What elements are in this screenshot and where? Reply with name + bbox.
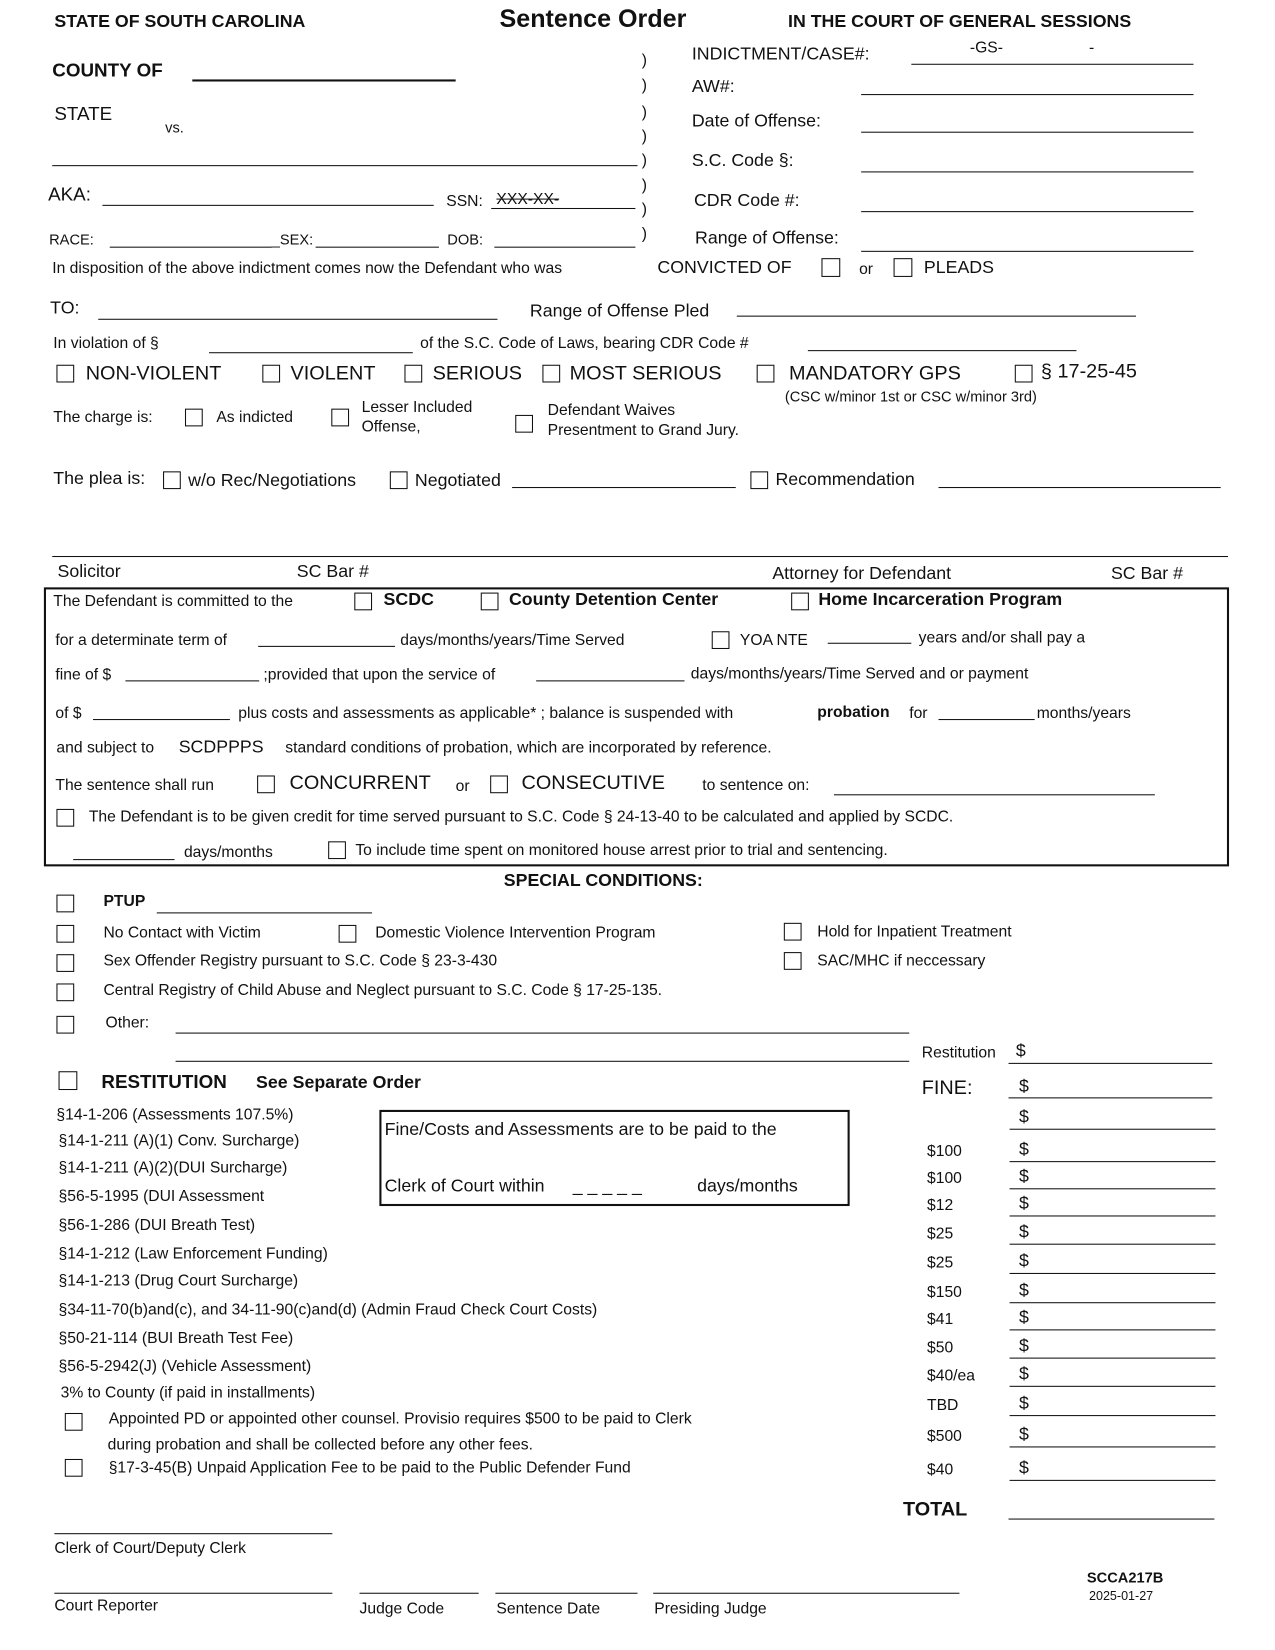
fee-label: §34-11-70(b)and(c), and 34-11-90(c)and(d) (Admin Fraud Check Court Costs) <box>58 1301 598 1319</box>
plea-label: The plea is: <box>53 468 146 489</box>
house-arrest-checkbox[interactable] <box>328 841 346 859</box>
paren: ) <box>641 127 647 146</box>
fine-label: fine of $ <box>55 665 112 684</box>
county-label: COUNTY OF <box>52 59 163 81</box>
aw-field[interactable] <box>861 94 1193 95</box>
fee-amount-field[interactable] <box>1010 1386 1216 1387</box>
scdc-checkbox[interactable] <box>354 593 372 611</box>
no-contact-checkbox[interactable] <box>56 925 74 943</box>
wo-rec-label: w/o Rec/Negotiations <box>188 470 357 491</box>
non-violent-label: NON-VIOLENT <box>85 362 222 385</box>
to-sentence-label: to sentence on: <box>702 776 810 795</box>
dollar-sign: $ <box>1018 1221 1029 1242</box>
indictment-dash: - <box>1088 38 1095 57</box>
fee-amount-field[interactable] <box>1010 1446 1216 1447</box>
sex-field[interactable] <box>316 247 439 248</box>
ptup-label: PTUP <box>103 892 146 911</box>
range-of-offense-label: Range of Offense: <box>694 227 839 248</box>
negotiated-field[interactable] <box>512 487 736 488</box>
dob-field[interactable] <box>494 247 635 248</box>
fee-label: §56-1-286 (DUI Breath Test) <box>58 1216 256 1235</box>
appointed-pd-checkbox[interactable] <box>65 1413 83 1431</box>
payment-terms-line1: Fine/Costs and Assessments are to be paid to the <box>384 1119 777 1140</box>
term-label: for a determinate term of <box>55 631 228 650</box>
for-label: for <box>909 704 928 723</box>
serious-checkbox[interactable] <box>404 365 422 383</box>
ssn-label: SSN: <box>446 192 483 211</box>
fee-amount-field[interactable] <box>1010 1244 1216 1245</box>
reporter-label: Court Reporter <box>54 1596 159 1615</box>
disposition-text: In disposition of the above indictment comes now the Defendant who was <box>52 259 563 277</box>
term-field[interactable] <box>258 646 395 647</box>
costs-label: plus costs and assessments as applicable* ; balance is suspended with <box>238 704 734 723</box>
fine-amount-field[interactable] <box>1009 1097 1213 1098</box>
aka-field[interactable] <box>102 205 433 206</box>
dollar-sign: $ <box>1018 1166 1029 1187</box>
dob-label: DOB: <box>447 230 484 248</box>
violation-label: In violation of § <box>53 334 159 353</box>
county-detention-label: County Detention Center <box>508 589 719 610</box>
dollar-sign: $ <box>1018 1193 1029 1214</box>
fee-label: Appointed PD or appointed other counsel. Provisio requires $500 to be paid to Clerk <box>108 1409 692 1428</box>
months-years-label: months/years <box>1036 704 1131 723</box>
code-of-laws-label: of the S.C. Code of Laws, bearing CDR Code # <box>420 334 749 353</box>
fee-amount-field[interactable] <box>1010 1415 1216 1416</box>
dollar-sign: $ <box>1018 1363 1029 1384</box>
concurrent-label: CONCURRENT <box>289 772 431 795</box>
or-label-2: or <box>455 777 470 796</box>
presiding-judge-signature-line[interactable] <box>653 1593 959 1594</box>
fee-amount: $40/ea <box>927 1366 975 1385</box>
application-fee-checkbox[interactable] <box>65 1459 83 1477</box>
negotiated-label: Negotiated <box>414 470 501 491</box>
credit-label: The Defendant is to be given credit for time served pursuant to S.C. Code § 24-13-40 to be calculated and applied by SCDC. <box>88 807 954 826</box>
provided-label: ;provided that upon the service of <box>263 665 496 684</box>
separate-order-label: See Separate Order <box>256 1072 421 1093</box>
aka-label: AKA: <box>48 183 91 205</box>
form-date: 2025-01-27 <box>1088 1588 1154 1604</box>
violent-label: VIOLENT <box>290 362 376 385</box>
waives-label-2: Presentment to Grand Jury. <box>547 421 740 439</box>
wo-rec-checkbox[interactable] <box>163 471 181 489</box>
state-label: STATE <box>54 103 113 125</box>
restitution-title: RESTITUTION <box>101 1071 227 1093</box>
dollar-sign: $ <box>1018 1076 1029 1097</box>
dvip-label: Domestic Violence Intervention Program <box>375 923 656 942</box>
fee-amount: $100 <box>927 1169 962 1188</box>
paren: ) <box>641 200 647 219</box>
pleads-checkbox[interactable] <box>894 258 913 277</box>
waives-label: Defendant Waives <box>547 401 676 420</box>
fee-label: §14-1-211 (A)(2)(DUI Surcharge) <box>58 1159 288 1177</box>
credit-days-field[interactable] <box>73 859 174 860</box>
statute-checkbox[interactable] <box>1015 365 1033 383</box>
payment-terms-line2: Clerk of Court within <box>384 1175 545 1196</box>
fee-label: §50-21-114 (BUI Breath Test Fee) <box>58 1329 294 1348</box>
date-of-offense-label: Date of Offense: <box>691 110 821 131</box>
pleads-label: PLEADS <box>923 257 994 277</box>
judge-code-label: Judge Code <box>359 1600 445 1618</box>
fee-amount: $40 <box>927 1461 954 1479</box>
fee-label: §56-5-2942(J) (Vehicle Assessment) <box>58 1357 312 1376</box>
sc-code-field[interactable] <box>861 171 1193 172</box>
consecutive-label: CONSECUTIVE <box>521 772 665 795</box>
fee-amount-field[interactable] <box>1010 1215 1216 1216</box>
sac-checkbox[interactable] <box>784 952 802 970</box>
paren: ) <box>641 224 647 243</box>
county-field[interactable] <box>192 79 455 81</box>
non-violent-checkbox[interactable] <box>56 365 74 383</box>
term-unit-label: days/months/years/Time Served <box>400 631 625 650</box>
service-field[interactable] <box>536 680 684 681</box>
sentence-date-field[interactable] <box>495 1593 637 1594</box>
home-incarceration-checkbox[interactable] <box>791 593 809 611</box>
county-detention-checkbox[interactable] <box>481 593 499 611</box>
fee-amount: $25 <box>927 1254 954 1272</box>
mandatory-gps-label: MANDATORY GPS <box>789 362 961 385</box>
sc-code-label: S.C. Code §: <box>691 150 794 171</box>
vs-label: vs. <box>165 119 184 136</box>
scdc-label: SCDC <box>383 589 434 610</box>
lesser-included-label-2: Offense, <box>361 418 421 436</box>
recommendation-field[interactable] <box>938 487 1220 488</box>
sentence-date-label: Sentence Date <box>496 1600 601 1618</box>
fee-label: §14-1-211 (A)(1) Conv. Surcharge) <box>58 1131 300 1150</box>
fee-label: §14-1-206 (Assessments 107.5%) <box>56 1105 294 1124</box>
fee-amount: $12 <box>927 1196 954 1215</box>
most-serious-checkbox[interactable] <box>542 365 560 383</box>
form-id: SCCA217B <box>1086 1568 1164 1586</box>
clerk-label: Clerk of Court/Deputy Clerk <box>54 1539 247 1558</box>
indictment-label: INDICTMENT/CASE#: <box>691 43 870 64</box>
most-serious-label: MOST SERIOUS <box>569 362 722 385</box>
central-registry-label: Central Registry of Child Abuse and Neglect pursuant to S.C. Code § 17-25-135. <box>103 981 663 1000</box>
consecutive-checkbox[interactable] <box>490 775 508 793</box>
attorney-label: Attorney for Defendant <box>772 563 952 584</box>
total-field[interactable] <box>1009 1519 1215 1520</box>
charge-label: The charge is: <box>53 408 153 427</box>
dollar-sign: $ <box>1018 1139 1029 1160</box>
years-pay-label: years and/or shall pay a <box>918 629 1086 647</box>
inpatient-label: Hold for Inpatient Treatment <box>817 922 1012 941</box>
fine-field[interactable] <box>125 680 259 681</box>
other-field-2[interactable] <box>176 1061 910 1062</box>
fee-amount: $41 <box>927 1310 954 1329</box>
dollar-sign: $ <box>1018 1280 1029 1301</box>
sex-label: _SEX: <box>271 230 314 248</box>
concurrent-checkbox[interactable] <box>257 775 275 793</box>
committed-label: The Defendant is committed to the <box>53 592 293 611</box>
payment-unit-label: days/months <box>697 1175 798 1196</box>
attorney-bar-label: SC Bar # <box>1110 563 1184 584</box>
fee-label: 3% to County (if paid in installments) <box>60 1383 316 1402</box>
ssn-value: XXX-XX- <box>496 190 560 208</box>
date-of-offense-field[interactable] <box>861 132 1193 133</box>
yoa-checkbox[interactable] <box>712 631 730 649</box>
dollar-sign: $ <box>1018 1250 1029 1271</box>
fee-amount: $100 <box>927 1142 962 1161</box>
or-label: or <box>859 260 874 278</box>
to-field[interactable] <box>98 319 497 320</box>
fee-amount: $50 <box>927 1338 954 1357</box>
cdr-code-field[interactable] <box>861 211 1193 212</box>
dollar-sign: $ <box>1018 1457 1029 1478</box>
fee-label: §14-1-213 (Drug Court Surcharge) <box>58 1271 299 1290</box>
payment-field[interactable] <box>93 719 230 720</box>
indictment-gs: -GS- <box>969 38 1003 57</box>
court-heading: IN THE COURT OF GENERAL SESSIONS <box>788 11 1132 32</box>
indictment-field[interactable] <box>911 64 1193 65</box>
range-of-offense-field[interactable] <box>861 251 1193 252</box>
range-pled-label: Range of Offense Pled <box>529 300 710 321</box>
dollar-sign: $ <box>1018 1424 1029 1445</box>
recommendation-checkbox[interactable] <box>750 471 768 489</box>
house-arrest-label: To include time spent on monitored house arrest prior to trial and sentencing. <box>355 841 888 860</box>
fee-amount: $25 <box>927 1224 954 1243</box>
paren: ) <box>641 176 647 195</box>
csc-note: (CSC w/minor 1st or CSC w/minor 3rd) <box>784 387 1037 405</box>
inpatient-checkbox[interactable] <box>784 923 802 941</box>
paren: ) <box>641 76 647 95</box>
payment-days-field[interactable]: _ _ _ _ _ <box>572 1175 642 1196</box>
home-incarceration-label: Home Incarceration Program <box>818 589 1063 610</box>
other-label: Other: <box>105 1013 150 1032</box>
solicitor-bar-label: SC Bar # <box>296 561 369 582</box>
convicted-label: CONVICTED OF <box>657 257 792 277</box>
paren: ) <box>641 151 647 170</box>
judge-code-field[interactable] <box>360 1593 479 1594</box>
lesser-included-label: Lesser Included <box>361 398 473 416</box>
race-field[interactable] <box>110 247 272 248</box>
standard-conditions-label: standard conditions of probation, which are incorporated by reference. <box>285 738 772 757</box>
lesser-included-checkbox[interactable] <box>331 409 349 427</box>
fee-amount-field[interactable] <box>1010 1273 1216 1274</box>
no-contact-label: No Contact with Victim <box>103 923 261 942</box>
yoa-label: YOA NTE <box>739 631 808 650</box>
ssn-field[interactable] <box>491 208 635 209</box>
other-field[interactable] <box>176 1033 910 1034</box>
race-label: RACE: <box>49 230 94 248</box>
run-label: The sentence shall run <box>55 776 215 795</box>
fee-label: §56-5-1995 (DUI Assessment <box>58 1187 265 1206</box>
other-checkbox[interactable] <box>56 1016 74 1034</box>
fee-amount-field[interactable] <box>1010 1129 1216 1130</box>
defendant-name-field[interactable] <box>52 165 637 166</box>
dollar-sign: $ <box>1015 1040 1026 1061</box>
sac-label: SAC/MHC if neccessary <box>817 952 986 970</box>
yoa-field[interactable] <box>828 643 912 644</box>
total-label: TOTAL <box>902 1498 968 1521</box>
dollar-sign: $ <box>1018 1307 1029 1328</box>
dollar-sign: $ <box>1018 1106 1029 1127</box>
signature-line[interactable] <box>52 556 1228 557</box>
special-conditions-title: SPECIAL CONDITIONS: <box>503 870 703 891</box>
fee-amount: $500 <box>927 1427 962 1446</box>
fee-amount-field[interactable] <box>1010 1358 1216 1359</box>
fee-amount: TBD <box>927 1396 959 1415</box>
solicitor-label: Solicitor <box>57 561 121 582</box>
sex-offender-label: Sex Offender Registry pursuant to S.C. Code § 23-3-430 <box>103 952 498 970</box>
reporter-signature-line[interactable] <box>54 1593 332 1594</box>
as-indicted-label: As indicted <box>216 408 294 427</box>
fee-label: §17-3-45(B) Unpaid Application Fee to be paid to the Public Defender Fund <box>108 1458 631 1477</box>
sex-offender-checkbox[interactable] <box>56 954 74 972</box>
paren: ) <box>641 103 647 122</box>
ptup-checkbox[interactable] <box>56 895 74 913</box>
fee-label-2: during probation and shall be collected before any other fees. <box>107 1435 533 1454</box>
scdppps-label: SCDPPPS <box>178 736 264 757</box>
to-sentence-field[interactable] <box>834 794 1155 795</box>
state-heading: STATE OF SOUTH CAROLINA <box>54 11 306 32</box>
fee-amount-field[interactable] <box>1010 1480 1216 1481</box>
violent-checkbox[interactable] <box>262 365 280 383</box>
page-title: Sentence Order <box>499 5 687 34</box>
statute-label: § 17-25-45 <box>1040 360 1137 383</box>
probation-term-field[interactable] <box>938 719 1034 720</box>
to-label: TO: <box>50 297 80 318</box>
fee-amount-field[interactable] <box>1010 1161 1216 1162</box>
fine-amount-label: FINE: <box>921 1077 973 1100</box>
fee-amount: $150 <box>927 1283 962 1302</box>
credit-unit-label: days/months <box>183 843 273 862</box>
probation-label: probation <box>817 703 890 722</box>
service-unit-label: days/months/years/Time Served and or payment <box>690 664 1029 683</box>
credit-checkbox[interactable] <box>56 809 74 827</box>
subject-label: and subject to <box>56 738 155 757</box>
dvip-checkbox[interactable] <box>339 925 357 943</box>
serious-label: SERIOUS <box>432 362 523 385</box>
fee-label: §14-1-212 (Law Enforcement Funding) <box>58 1244 328 1263</box>
clerk-signature-line[interactable] <box>54 1533 332 1534</box>
violation-field[interactable] <box>209 352 413 353</box>
central-registry-checkbox[interactable] <box>56 983 74 1001</box>
waives-presentment-checkbox[interactable] <box>515 415 533 433</box>
fee-amount-field[interactable] <box>1010 1302 1216 1303</box>
aw-label: AW#: <box>691 76 735 97</box>
restitution-amount-field[interactable] <box>1009 1063 1213 1064</box>
convicted-checkbox[interactable] <box>821 258 840 277</box>
recommendation-label: Recommendation <box>775 469 915 490</box>
fee-amount-field[interactable] <box>1010 1329 1216 1330</box>
presiding-judge-label: Presiding Judge <box>654 1600 767 1618</box>
payment-label: of $ <box>55 704 82 723</box>
ptup-field[interactable] <box>157 912 372 913</box>
mandatory-gps-checkbox[interactable] <box>757 365 775 383</box>
restitution-checkbox[interactable] <box>59 1071 78 1090</box>
negotiated-checkbox[interactable] <box>390 471 408 489</box>
cdr-code-label: CDR Code #: <box>693 190 800 211</box>
range-pled-field[interactable] <box>737 316 1136 317</box>
dollar-sign: $ <box>1018 1335 1029 1356</box>
restitution-amount-label: Restitution <box>921 1044 996 1062</box>
as-indicted-checkbox[interactable] <box>185 409 203 427</box>
paren: ) <box>641 51 647 69</box>
dollar-sign: $ <box>1018 1393 1029 1413</box>
cdr-code-field-2[interactable] <box>808 350 1077 351</box>
fee-amount-field[interactable] <box>1010 1188 1216 1189</box>
